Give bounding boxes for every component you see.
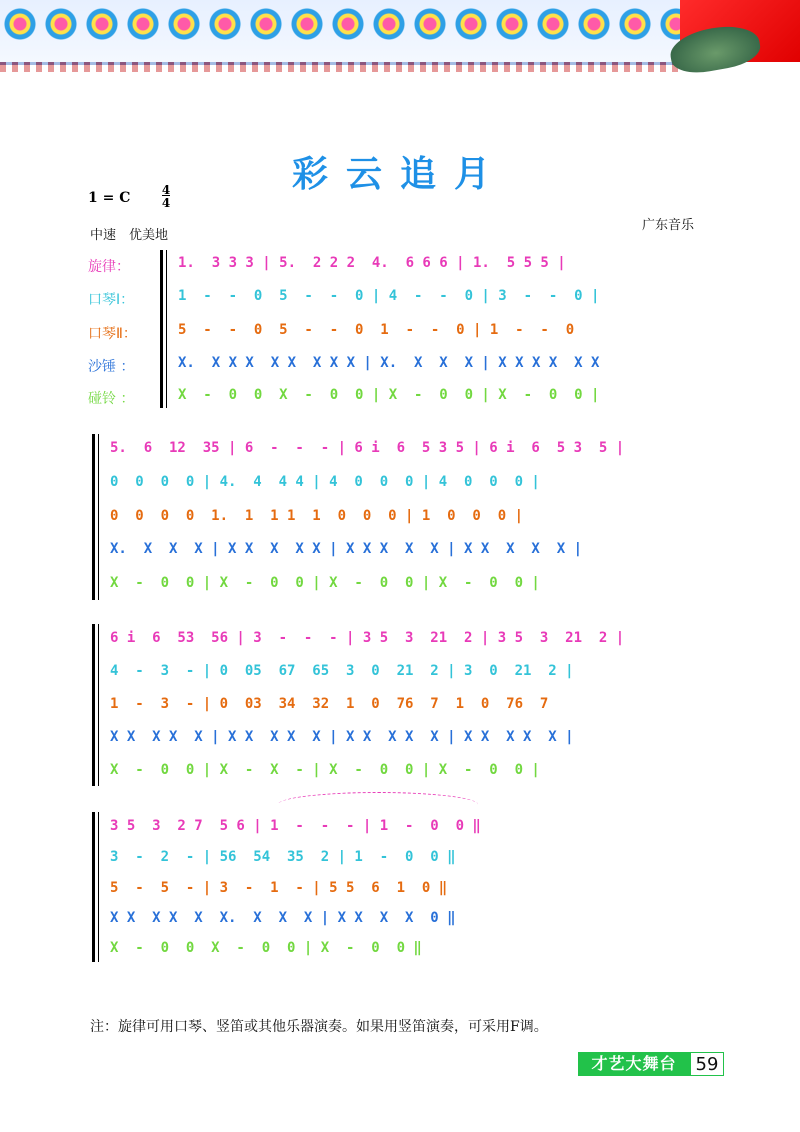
key-signature: 1 = C [88, 190, 131, 206]
score-system-4 [92, 812, 632, 966]
maracas-row: X. X X X | X X X X X | X X X X X | X X X X X | [110, 541, 583, 557]
label-bell: 碰铃 ： [88, 391, 135, 407]
label-melody: 旋律： [88, 259, 130, 275]
bell-row: X - 0 0 | X - X - | X - 0 0 | X - 0 0 | [110, 762, 540, 778]
melody-row: 5. 6 12 35 | 6 - - - | 6 i 6 5 3 5 | 6 i 6 5 3 5 | [110, 440, 625, 456]
harmonica1-row: 3 - 2 - | 56 54 35 2 | 1 - 0 0 ‖ [110, 849, 456, 865]
label-harmonica-1: 口琴Ⅰ： [88, 292, 135, 308]
time-signature: 4 4 [161, 183, 171, 210]
bell-row: X - 0 0 X - 0 0 | X - 0 0 | X - 0 0 | [178, 387, 600, 403]
score-system-1 [160, 250, 700, 410]
label-harmonica-2: 口琴Ⅱ： [88, 326, 137, 342]
bell-row: X - 0 0 X - 0 0 | X - 0 0 ‖ [110, 940, 422, 956]
melody-row: 6 i 6 53 56 | 3 - - - | 3 5 3 21 2 | 3 5 3 21 2 | [110, 630, 625, 646]
harmonica2-row: 5 - - 0 5 - - 0 1 - - 0 | 1 - - 0 [178, 322, 575, 338]
page-number: 59 [690, 1052, 724, 1076]
maracas-row: X X X X X | X X X X X | X X X X X | X X X X X | [110, 729, 574, 745]
score-system-3 [92, 624, 700, 790]
page-title: 彩云追月 [291, 154, 508, 195]
harmonica1-row: 1 - - 0 5 - - 0 | 4 - - 0 | 3 - - 0 | [178, 288, 600, 304]
harmonica2-row: 0 0 0 0 1. 1 1 1 1 0 0 0 | 1 0 0 0 | [110, 508, 524, 524]
melody-row: 1. 3 3 3 | 5. 2 2 2 4. 6 6 6 | 1. 5 5 5 | [178, 255, 566, 271]
score-system-2 [92, 434, 700, 604]
harmonica1-row: 4 - 3 - | 0 05 67 65 3 0 21 2 | 3 0 21 2 | [110, 663, 574, 679]
maracas-row: X X X X X X. X X X | X X X X 0 ‖ [110, 910, 456, 926]
decorative-top-border [0, 0, 680, 65]
tempo-marking: 中速 优美地 [90, 228, 169, 243]
section-badge: 才艺大舞台 [578, 1052, 690, 1076]
maracas-row: X. X X X X X X X X | X. X X X | X X X X X X [178, 355, 600, 371]
performance-note: 注：旋律可用口琴、竖笛或其他乐器演奏。如果用竖笛演奏，可采用F调。 [90, 1019, 548, 1035]
melody-row: 3 5 3 2 7 5 6 | 1 - - - | 1 - 0 0 ‖ [110, 818, 481, 834]
harmonica1-row: 0 0 0 0 | 4. 4 4 4 | 4 0 0 0 | 4 0 0 0 | [110, 474, 540, 490]
harmonica2-row: 5 - 5 - | 3 - 1 - | 5 5 6 1 0 ‖ [110, 880, 448, 896]
harmonica2-row: 1 - 3 - | 0 03 34 32 1 0 76 7 1 0 76 7 [110, 696, 549, 712]
bell-row: X - 0 0 | X - 0 0 | X - 0 0 | X - 0 0 | [110, 575, 540, 591]
music-origin: 广东音乐 [641, 218, 694, 233]
label-maracas: 沙锤 ： [88, 359, 135, 375]
